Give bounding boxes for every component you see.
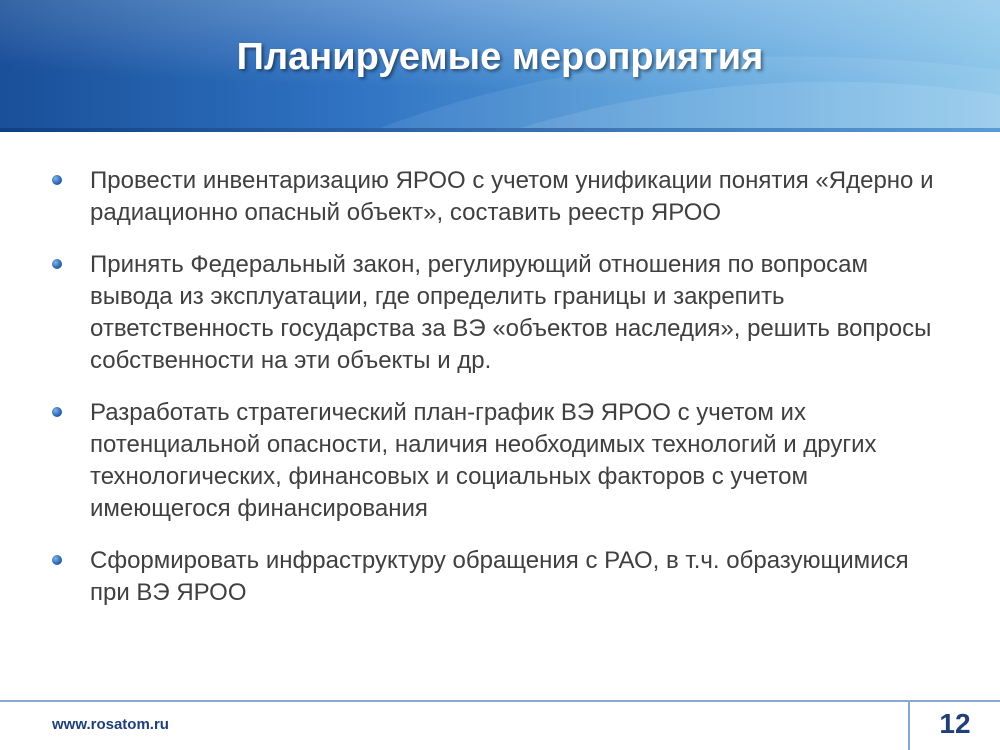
bullet-dot-icon (52, 407, 62, 417)
bullet-item (52, 545, 952, 609)
bullet-item (52, 397, 952, 525)
bullet-dot-icon (52, 259, 62, 269)
bullet-text: Сформировать инфраструктуру обращения с РАО, в т.ч. образующимися при ВЭ ЯРОО (90, 547, 909, 606)
header-underline (0, 128, 1000, 132)
slide-header (0, 0, 1000, 128)
footer-divider-line (0, 700, 1000, 702)
bullet-dot-icon (52, 175, 62, 185)
bullet-item (52, 249, 952, 377)
bullet-list (52, 165, 952, 629)
bullet-item (52, 165, 952, 229)
bullet-text: Принять Федеральный закон, регулирующий отношения по вопросам вывода из эксплуатации, где определить границы и закрепить ответственность государства за ВЭ «объектов наследия», решить вопросы собственности на эти объекты и др. (90, 251, 932, 374)
bullet-dot-icon (52, 555, 62, 565)
page-number: 12 (939, 708, 971, 739)
footer-url[interactable]: www.rosatom.ru (52, 716, 169, 733)
bullet-text: Провести инвентаризацию ЯРОО с учетом унификации понятия «Ядерно и радиационно опасный объект», составить реестр ЯРОО (90, 167, 934, 226)
bullet-text: Разработать стратегический план-график ВЭ ЯРОО с учетом их потенциальной опасности, наличия необходимых технологий и других технологических, финансовых и социальных факторов с учетом имеющегося финансирования (90, 399, 877, 522)
slide-title: Планируемые мероприятия (236, 36, 764, 78)
